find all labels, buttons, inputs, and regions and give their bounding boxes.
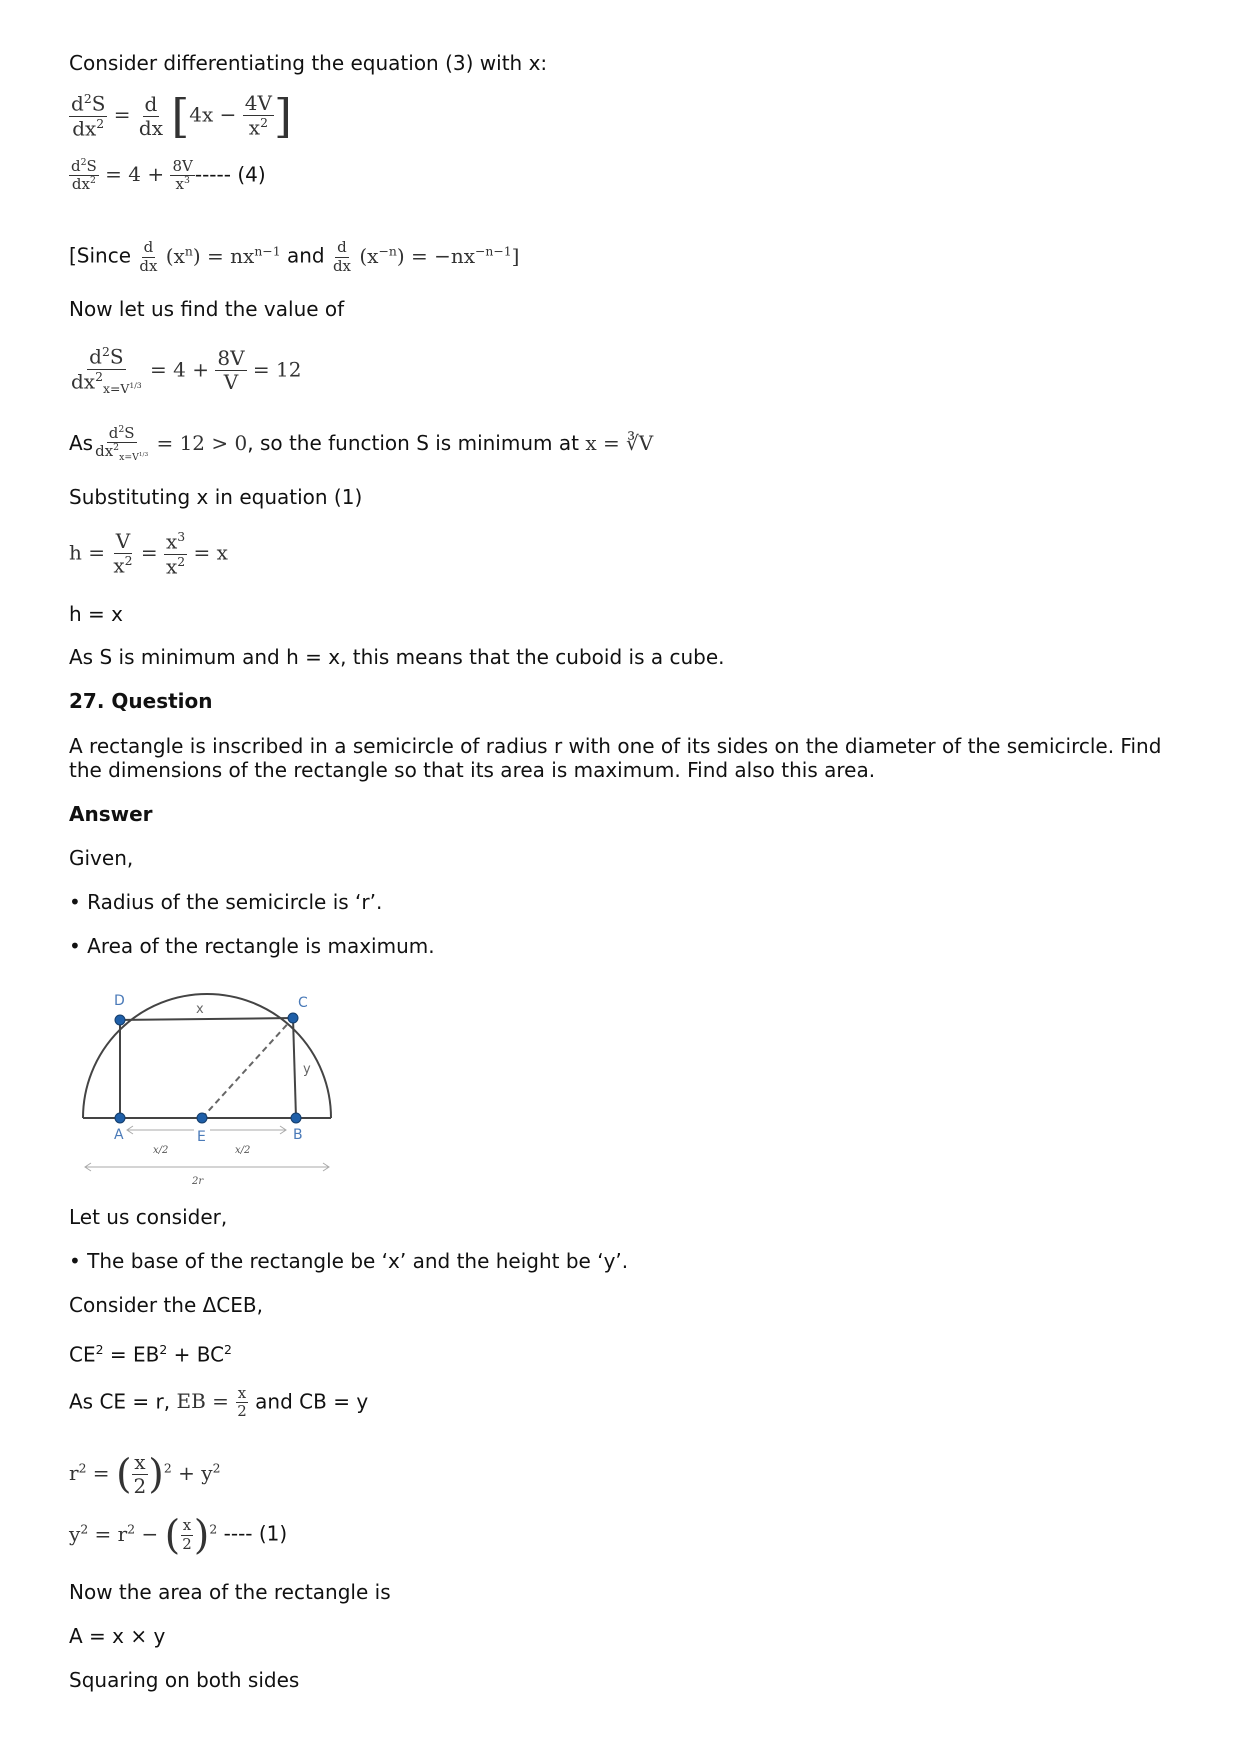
ce-eb-cb-line: As CE = r, EB = $\frac{x}{2}$ and CB = y xyxy=(69,1384,369,1421)
ce-text: CE xyxy=(69,1342,96,1367)
triangle-line: Consider the ΔCEB, xyxy=(69,1293,263,1317)
bullet-area: • Area of the rectangle is maximum. xyxy=(69,934,435,958)
label-d: D xyxy=(114,993,125,1009)
answer-heading: Answer xyxy=(69,802,153,826)
label-e: E xyxy=(197,1129,206,1145)
now-find-line: Now let us find the value of xyxy=(69,297,345,321)
side-cb xyxy=(293,1018,296,1118)
label-a: A xyxy=(114,1127,124,1143)
semicircle-rectangle-diagram xyxy=(79,975,379,1190)
label-c: C xyxy=(298,995,308,1011)
equation-second-derivative: $\frac{d^2S}{dx^2}$ = $\frac{d}{dx}$ [4x − $\frac{4V}{x^2}$ ] xyxy=(71,89,292,144)
bullet-radius: • Radius of the semicircle is ‘r’. xyxy=(69,890,383,914)
minimum-text: , so the function S is minimum at xyxy=(247,430,579,455)
label-right-half: x/2 xyxy=(235,1145,251,1156)
pythagoras-line: $CE^2 = EB^2 + BC^2$ xyxy=(69,1342,232,1367)
as-ce-text: As CE = r, xyxy=(69,1389,171,1414)
point-e xyxy=(197,1113,207,1123)
point-b xyxy=(291,1113,301,1123)
side-dc xyxy=(120,1018,293,1020)
equation-4-label: ----- (4) xyxy=(194,162,266,187)
as-text: As xyxy=(69,430,94,455)
consider-line: Let us consider, xyxy=(69,1205,228,1229)
area-equation: A = x × y xyxy=(69,1624,166,1648)
label-y: y xyxy=(303,1062,311,1077)
since-line: [Since $\frac{d}{dx}$ $(x^n) = nx^{n-1}$ and $\frac{d}{dx}$ $(x^{-n}) = -nx^{-n-1}$] xyxy=(69,238,520,275)
equation-evaluated: $\frac{d^2S}{dx^2_{x=V^{1/3}}}$ = 4 + $\frac{8V}{V}$ = 12 xyxy=(71,344,302,397)
label-x: x xyxy=(196,1002,204,1017)
point-d xyxy=(115,1015,125,1025)
bc-text: + BC xyxy=(167,1342,225,1367)
label-b: B xyxy=(293,1127,303,1143)
point-c xyxy=(288,1013,298,1023)
bullet-base-height: • The base of the rectangle be ‘x’ and the height be ‘y’. xyxy=(69,1249,629,1273)
equation-1-label: ---- (1) xyxy=(223,1521,288,1546)
radius-ce xyxy=(202,1018,293,1118)
question-heading: 27. Question xyxy=(69,689,213,713)
eb-text: = EB xyxy=(103,1342,160,1367)
point-a xyxy=(115,1113,125,1123)
label-left-half: x/2 xyxy=(153,1145,169,1156)
equation-r-squared: $r^2$ = ( $\frac{x}{2}$ )$^2 + y^2$ xyxy=(69,1450,221,1498)
label-diameter: 2r xyxy=(192,1176,204,1187)
substituting-line: Substituting x in equation (1) xyxy=(69,485,363,509)
equation-1: $y^2 = r^2$ − ( $\frac{x}{2}$ )$^2$ ---- (1) xyxy=(69,1512,288,1558)
h-equals-x: h = x xyxy=(69,602,123,626)
conclusion-line: As S is minimum and h = x, this means that the cuboid is a cube. xyxy=(69,645,725,669)
area-intro-line: Now the area of the rectangle is xyxy=(69,1580,391,1604)
equation-h: h = $\frac{V}{x^2}$ = $\frac{x^3}{x^2}$ = x xyxy=(69,529,228,579)
intro-line: Consider differentiating the equation (3) with x: xyxy=(69,51,548,75)
minimum-line: As $\frac{d^2S}{dx^2_{x=V^{1/3}}}$ = 12 > 0, so the function S is minimum at x = ∛V xyxy=(69,424,654,464)
equation-4: $\frac{d^2S}{dx^2}$ = 4 + $\frac{8V}{x^3}$ ----- (4) xyxy=(71,157,266,194)
squaring-line: Squaring on both sides xyxy=(69,1668,300,1692)
given-line: Given, xyxy=(69,846,134,870)
and-cb-text: and CB = y xyxy=(255,1389,369,1414)
since-text: [Since xyxy=(69,243,132,268)
and-text: and xyxy=(286,243,325,268)
question-text: A rectangle is inscribed in a semicircle of radius r with one of its sides on the diameter of the semicircle. Find the dimensions of the rectangle so that its area is maximum. Find also this area. xyxy=(69,734,1162,782)
